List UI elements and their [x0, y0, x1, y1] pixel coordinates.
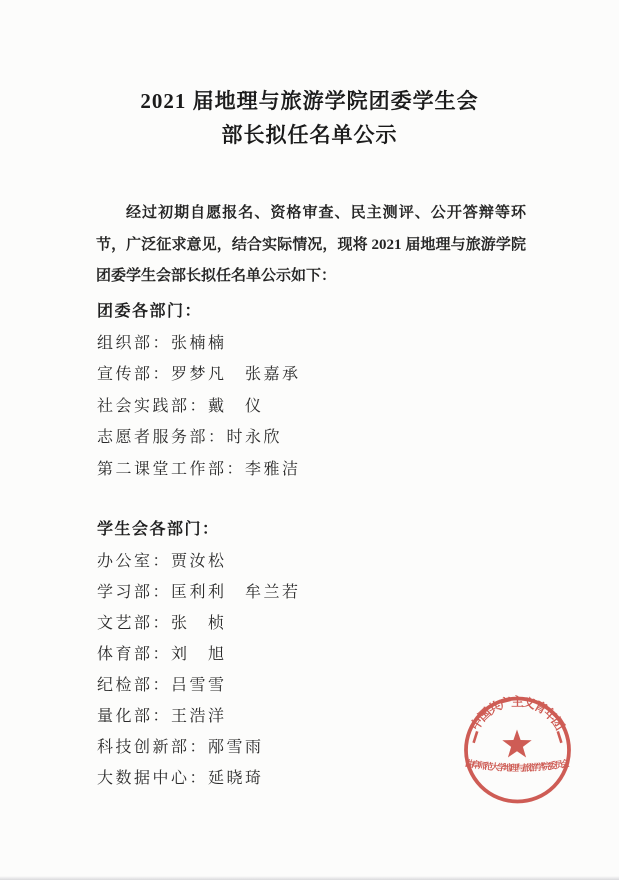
roster-list — [97, 546, 301, 794]
official-seal-stamp-icon — [432, 665, 602, 835]
roster-item: 纪检部：吕雪雪 — [97, 676, 227, 694]
roster-item: 宣传部：罗梦凡 张嘉承 — [97, 366, 301, 383]
seal-separator-bar-right — [558, 731, 562, 742]
section-student-union — [97, 514, 301, 794]
roster-item: 第二课堂工作部：李雅洁 — [97, 460, 301, 478]
roster-item: 志愿者服务部：时永欣 — [97, 429, 283, 446]
section-heading: 团委各部门： — [97, 303, 203, 320]
roster-item: 体育部：刘 旭 — [97, 645, 227, 663]
seal-separator-bar-left — [474, 731, 478, 742]
svg-text:曲阜师范大学地理与旅游学院委员会 — [464, 757, 570, 773]
section-league-committee — [97, 296, 301, 485]
svg-text:中国共产主义青年团 — [467, 694, 567, 733]
roster-list — [97, 328, 301, 486]
roster-item: 量化部：王浩洋 — [97, 707, 227, 725]
notice-title-line-2: 部长拟任名单公示 — [221, 123, 398, 147]
roster-item: 社会实践部：戴 仪 — [97, 397, 264, 415]
roster-item: 学习部：匡利利 牟兰若 — [97, 583, 301, 601]
seal-bottom-text: 曲阜师范大学地理与旅游学院委员会 — [464, 758, 571, 773]
seal-star-icon — [502, 730, 531, 758]
roster-item: 大数据中心：延晓琦 — [97, 769, 264, 787]
notice-title-line-1: 2021 届地理与旅游学院团委学生会 — [140, 89, 479, 113]
scanner-shadow-edge — [0, 876, 619, 880]
seal-top-text: 中国共产主义青年团 — [467, 694, 568, 733]
roster-item: 组织部：张楠楠 — [97, 334, 227, 352]
roster-item: 办公室：贾汝松 — [97, 552, 227, 570]
notice-title — [0, 84, 619, 152]
notice-intro-paragraph: 经过初期自愿报名、资格审查、民主测评、公开答辩等环节，广泛征求意见，结合实际情况，现将 2021 届地理与旅游学院团委学生会部长拟任名单公示如下： — [96, 205, 526, 284]
section-heading: 学生会各部门： — [97, 521, 220, 538]
roster-item: 科技创新部：邴雪雨 — [97, 738, 264, 756]
roster-item: 文艺部：张 桢 — [97, 614, 227, 632]
